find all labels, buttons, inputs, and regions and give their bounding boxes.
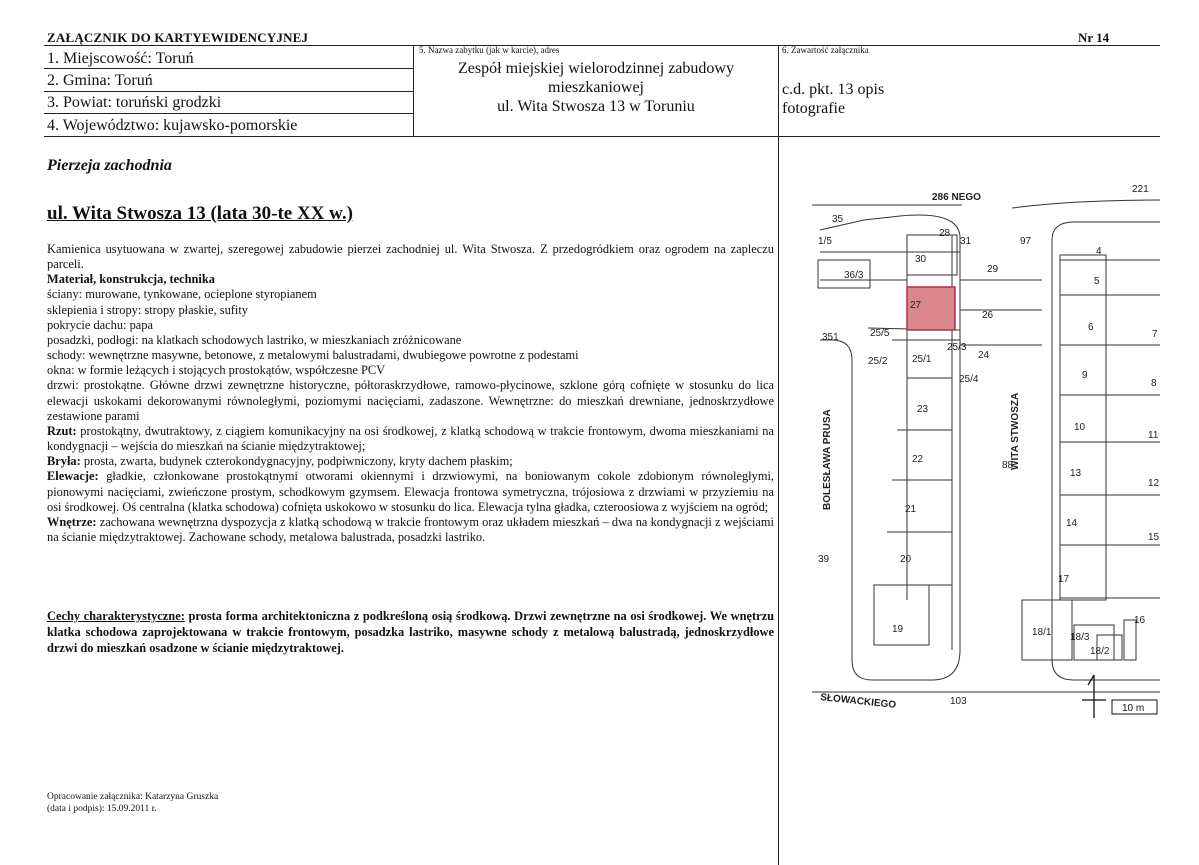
parcel-label: 88 <box>1002 460 1014 471</box>
street-edge-top <box>812 200 1160 208</box>
windows-line: okna: w formie leżących i stojących prostokątów, współczesne PCV <box>47 363 386 378</box>
parcel-label: 12 <box>1148 478 1160 489</box>
characteristics-label: Cechy charakterystyczne: <box>47 609 185 623</box>
doors-paragraph: drzwi: prostokątne. Główne drzwi zewnętrzne historyczne, półtoraskrzydłowe, ramowo-płycinowe, szklone górą cofnięte w stosunku do lica elewacji uskokami dekorowanymi równoległymi, poziomymi nacięciami, zadaszone. Wewnętrzne: do mieszkań drewniane, jednoskrzydłowe zestawione parami <box>47 378 774 423</box>
parcel-label: 20 <box>900 554 912 565</box>
parcel-label: 36/3 <box>844 270 864 281</box>
monument-address: ul. Wita Stwosza 13 w Toruniu <box>497 98 695 115</box>
contents-value <box>782 80 884 118</box>
parcel-label: 25/1 <box>912 354 932 365</box>
contents-label: 6. Zawartość załącznika <box>782 45 869 55</box>
contents-line-1: c.d. pkt. 13 opis <box>782 81 885 98</box>
parcel-label: 31 <box>960 236 972 247</box>
address-rule-3 <box>44 113 413 114</box>
address-district: 3. Powiat: toruński grodzki <box>47 94 222 111</box>
interior-label: Wnętrze: <box>47 514 97 529</box>
elevation-text: gładkie, członkowane prostokątnymi otworami okiennymi i drzwiowymi, na boniowanym cokole zdobionym równoległymi, pionowymi nacięciami, zwieńczone prostym, schodkowym gzymsem. Elewacja frontowa symetryczna, trójosiowa z drzwiami w przyziemiu na osi środkowej. Oś centralna (klatka schodowa) cofnięta uskokowo w stosunku do lica. Elewacja tylna gładka, czteroosiowa z wyjściem na ogród; <box>47 469 774 514</box>
parcel-label: 22 <box>912 454 924 465</box>
description-body <box>47 242 774 545</box>
parcel-label: 7 <box>1152 329 1158 340</box>
street-label-prusa: BOLESŁAWA PRUSA <box>822 409 833 510</box>
walls-line: ściany: murowane, tynkowane, ocieplone styropianem <box>47 287 317 302</box>
parcel-label: 23 <box>917 404 929 415</box>
monument-label: 5. Nazwa zabytku (jak w karcie), adres <box>419 45 560 55</box>
header-box-bottom <box>44 136 1160 137</box>
parcel-label: 8 <box>1151 378 1157 389</box>
scale-bar-label: 10 m <box>1122 703 1145 714</box>
parcel-label: 6 <box>1088 322 1094 333</box>
section-heading: Pierzeja zachodnia <box>47 157 172 174</box>
parcel-label: 25/2 <box>868 356 888 367</box>
mass-text: prosta, zwarta, budynek czterokondygnacyjny, podpiwniczony, kryty dachem płaskim; <box>80 454 513 469</box>
parcel-label: 25/3 <box>947 342 967 353</box>
mass-paragraph <box>47 454 774 469</box>
ceilings-line: sklepienia i stropy: stropy płaskie, sufity <box>47 302 248 317</box>
plan-label: Rzut: <box>47 423 77 438</box>
parcel-label: 11 <box>1148 430 1159 441</box>
street-label-bottom: SŁOWACKIEGO <box>819 692 897 711</box>
parcel-label: 26 <box>982 310 994 321</box>
parcel-label: 29 <box>987 264 999 275</box>
intro-paragraph: Kamienica usytuowana w zwartej, szeregowej zabudowie pierzei zachodniej ul. Wita Stwosza. Z przedogródkiem oraz ogrodem na zapleczu parceli. <box>47 242 774 272</box>
monument-name-line-1: Zespół miejskiej wielorodzinnej zabudowy <box>458 60 734 77</box>
parcel-label: 30 <box>915 254 927 265</box>
parcel-label: 103 <box>950 696 967 707</box>
footer <box>47 791 218 815</box>
address-voivodeship: 4. Województwo: kujawsko-pomorskie <box>47 117 298 134</box>
parcel-label: 13 <box>1070 468 1082 479</box>
stairs-line: schody: wewnętrzne masywne, betonowe, z metalowymi balustradami, dwubiegowe powrotne z podestami <box>47 348 579 363</box>
plan-text: prostokątny, dwutraktowy, z ciągiem komunikacyjny na osi środkowej, z klatką schodową w trakcie frontowym, dwoma mieszkaniami na kondygnacji – wejścia do mieszkań na ścianie międzytraktowej; <box>47 423 774 454</box>
parcel-label: 9 <box>1082 370 1088 381</box>
parcel-label: 18/1 <box>1032 627 1052 638</box>
header-rule <box>44 45 1160 46</box>
north-arrow-icon <box>1082 675 1106 718</box>
contents-line-2: fotografie <box>782 100 846 117</box>
street-heading: ul. Wita Stwosza 13 (lata 30-te XX w.) <box>47 203 353 224</box>
building-16 <box>1124 620 1136 660</box>
parcel-label: 18/3 <box>1070 632 1090 643</box>
parcel-label: 18/2 <box>1090 646 1110 657</box>
parcel-labels <box>818 184 1160 707</box>
address-rule-2 <box>44 91 413 92</box>
roofing-line: pokrycie dachu: papa <box>47 317 153 332</box>
street-label-top: 286 NEGO <box>932 192 981 203</box>
document-number: Nr 14 <box>1078 30 1110 45</box>
address-city: 1. Miejscowość: Toruń <box>47 50 194 67</box>
parcel-label: 221 <box>1132 184 1149 195</box>
interior-text: zachowana wewnętrzna dyspozycja z klatką schodową w trakcie frontowym oraz układem mieszkań – dwa na kondygnacji z wejściami na ścianie międzytraktowej. Zachowane schody, metalowa balustrada, posadzki lastriko. <box>47 514 774 544</box>
plan-paragraph <box>47 424 774 454</box>
block-outline-west <box>820 215 960 680</box>
parcel-label: 4 <box>1096 246 1102 257</box>
parcel-label: 97 <box>1020 236 1032 247</box>
floors-line: posadzki, podłogi: na klatkach schodowych lastriko, w mieszkaniach zróżnicowane <box>47 332 462 347</box>
parcel-label: 25/5 <box>870 328 890 339</box>
elevation-paragraph <box>47 469 774 514</box>
parcel-label: 35 <box>832 214 844 225</box>
footer-author: Opracowanie załącznika: Katarzyna Gruszka <box>47 792 219 802</box>
interior-paragraph <box>47 515 774 545</box>
monument-name-line-2: mieszkaniowej <box>548 79 644 96</box>
material-heading: Materiał, konstrukcja, technika <box>47 272 215 287</box>
building-19 <box>874 585 929 645</box>
footer-date: (data i podpis): 15.09.2011 r. <box>47 804 157 814</box>
parcel-label: 24 <box>978 350 990 361</box>
parcel-label: 14 <box>1066 518 1078 529</box>
header-divider-2 <box>778 45 779 865</box>
parcel-label: 351 <box>822 332 839 343</box>
characteristics-text: prosta forma architektoniczna z podkreśloną osią środkową. Drzwi zewnętrzne na osi środkowej. We wnętrzu klatka schodowa zaprojektowana w trakcie frontowym, posadzka lastriko, masywne schody z metalową balustradą, jednoskrzydłowe drzwi do mieszkań osadzone w ścianie międzytraktowej. <box>47 609 774 655</box>
parcel-label: 39 <box>818 554 830 565</box>
cadastral-map <box>812 180 1160 725</box>
address-commune: 2. Gmina: Toruń <box>47 72 153 89</box>
mass-label: Bryła: <box>47 454 81 469</box>
street-label-wita-stwosza: WITA STWOSZA <box>1010 392 1021 470</box>
parcel-label: 21 <box>905 504 917 515</box>
document-title: ZAŁĄCZNIK DO KARTYEWIDENCYJNEJ <box>47 30 309 45</box>
parcel-label: 17 <box>1058 574 1070 585</box>
parcel-label: 27 <box>910 300 922 311</box>
characteristics-paragraph <box>47 608 774 656</box>
parcel-label: 15 <box>1148 532 1160 543</box>
header-divider-1 <box>413 45 414 136</box>
address-rule-1 <box>44 68 413 69</box>
parcel-label: 28 <box>939 228 951 239</box>
monument-name <box>415 59 777 116</box>
parcel-label: 10 <box>1074 422 1086 433</box>
parcel-label: 5 <box>1094 276 1100 287</box>
parcel-label: 19 <box>892 624 904 635</box>
elevation-label: Elewacje: <box>47 469 99 484</box>
parcel-label: 16 <box>1134 615 1146 626</box>
parcel-label: 1/5 <box>818 236 832 247</box>
parcel-label: 25/4 <box>959 374 979 385</box>
